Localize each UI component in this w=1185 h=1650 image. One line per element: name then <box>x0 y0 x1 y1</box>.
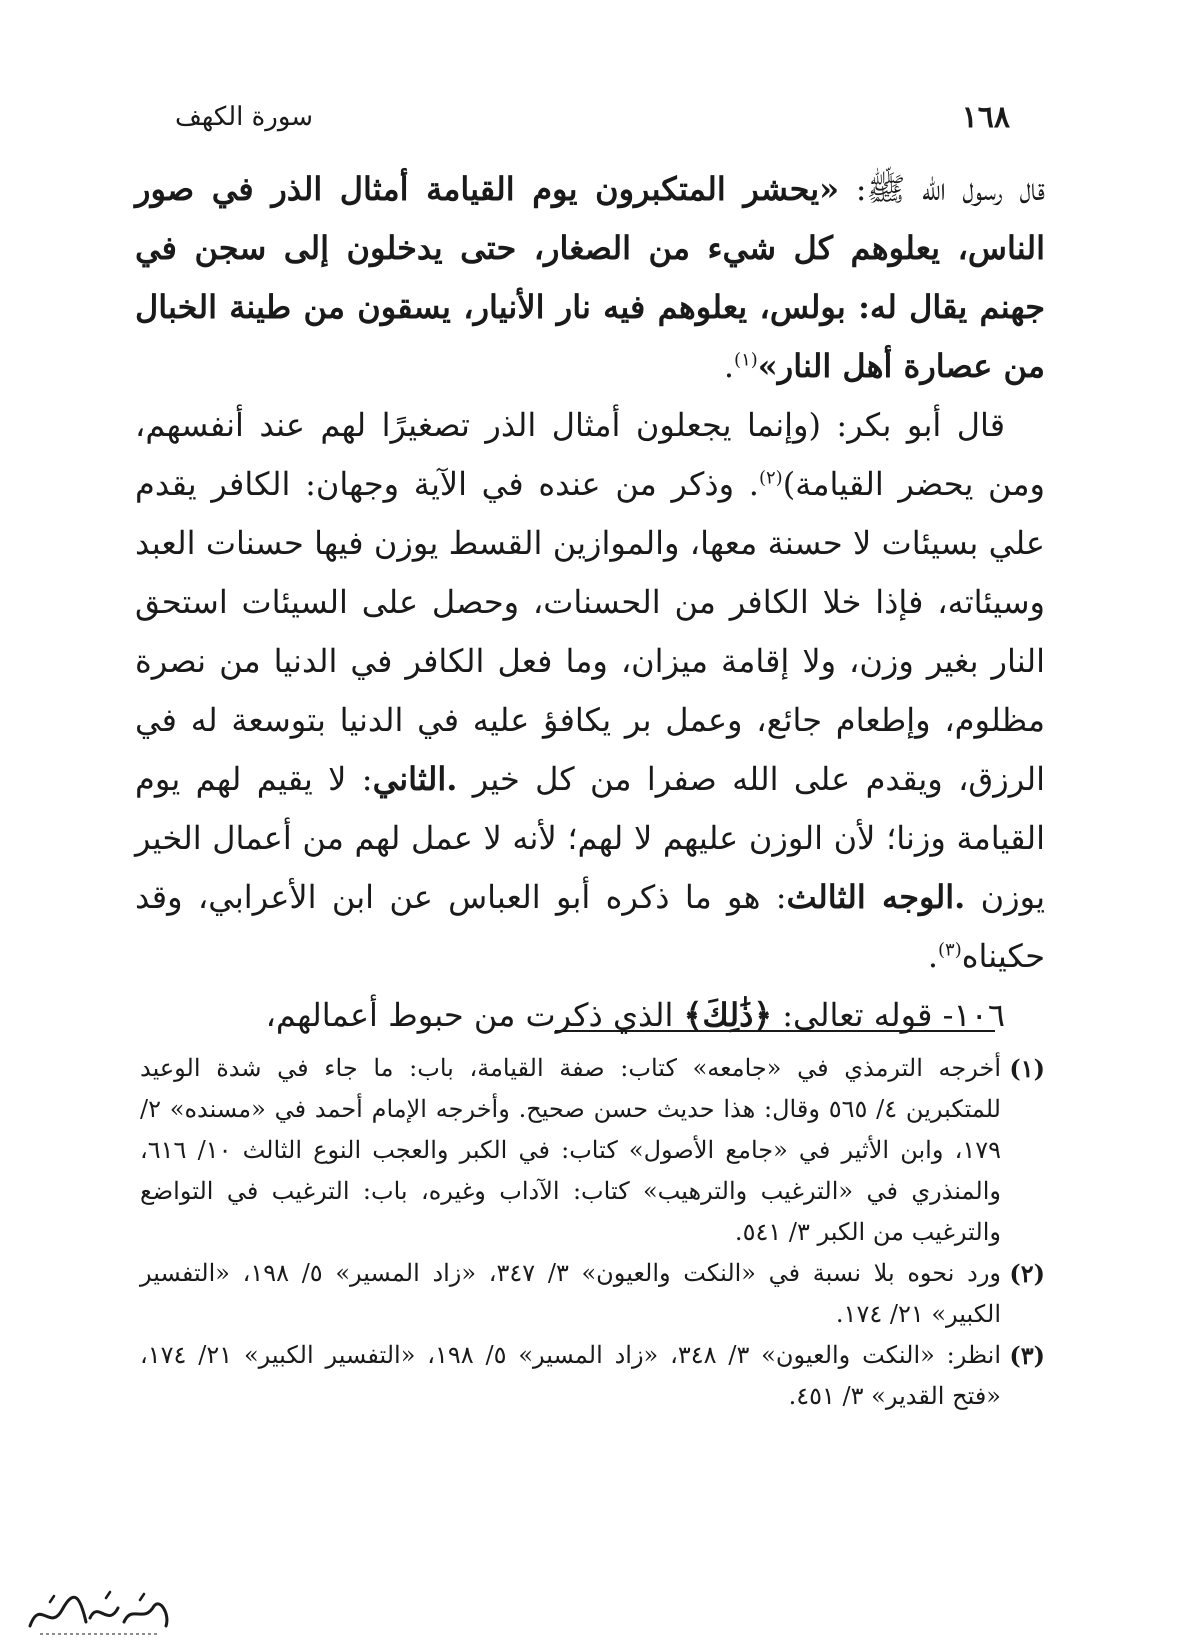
second-view-label: .الثاني <box>372 760 458 798</box>
commentary-text-2: . وذكر من عنده في الآية وجهان: الكافر يقدم علي بسيئات لا حسنة معها، والموازين القسط يوزن فيها حسنات العبد وسيئاته، فإذا خلا الكافر من الحسنات، وحصل على السيئات استحق النار بغير وزن، ولا إقامة ميزان، وما فعل الكافر في الدنيا من نصرة مظلوم، وإطعام جائع، وعمل بر يكافؤ عليه في الدنيا بتوسعة له في الرزق، ويقدم على الله صفرا من كل خير <box>135 465 1046 798</box>
footnote-text: أخرجه الترمذي في «جامعه» كتاب: صفة القيامة، باب: ما جاء في شدة الوعيد للمتكبرين ٤/ ٥٦٥ وقال: هذا حديث حسن صحيح. وأخرجه الإمام أحمد في «مسنده» ٢/ ١٧٩، وابن الأثير في «جامع الأصول» كتاب: في الكبر والعجب النوع الثالث ١٠/ ٦١٦، والمنذري في «الترغيب والترهيب» كتاب: الآداب وغيره، باب: الترغيب في التواضع والترغيب من الكبر ٣/ ٥٤١. <box>140 1054 1001 1246</box>
footnote-number: (١) <box>1009 1054 1045 1083</box>
footnote-text: انظر: «النكت والعيون» ٣/ ٣٤٨، «زاد المسير» ٥/ ١٩٨، «التفسير الكبير» ٢١/ ١٧٤، «فتح القدير» ٣/ ٤٥١. <box>140 1341 1002 1410</box>
body-text <box>135 160 1045 1045</box>
footnote-ref-1[interactable]: (١) <box>734 349 758 371</box>
paragraph-commentary <box>135 396 1045 986</box>
quran-quote: ﴿ذَٰلِكَ﴾ <box>683 996 773 1034</box>
hadith-intro: قال رسول الله ﷺ: <box>839 170 1046 208</box>
commentary-text-1: قال أبو بكر: (وإنما يجعلون أمثال الذر تصغيرًا لهم عند أنفسهم، ومن يحضر القيامة) <box>135 406 1046 503</box>
footnotes <box>140 1048 1045 1417</box>
paragraph-hadith <box>135 160 1045 396</box>
commentary-text-3: : لا يقيم لهم يوم القيامة وزنا؛ لأن الوزن عليهم لا لهم؛ لأنه لا عمل لهم من أعمال الخير يوزن <box>135 760 1046 916</box>
footnote-ref-2[interactable]: (٢) <box>758 467 783 489</box>
third-view-label: .الوجه الثالث <box>786 878 966 916</box>
footnote-number: (٣) <box>1009 1341 1045 1370</box>
hadith-text: «يحشر المتكبرون يوم القيامة أمثال الذر في صور الناس، يعلوهم كل شيء من الصغار، حتى يدخلون إلى سجن في جهنم يقال له: بولس، يعلوهم فيه نار الأنيار، يسقون من طينة الخبال من عصارة أهل النار» <box>135 170 1046 385</box>
publisher-seal-icon <box>20 1588 180 1640</box>
footnote-number: (٢) <box>1009 1259 1045 1288</box>
hadith-end: . <box>723 347 735 385</box>
footnote-3 <box>140 1335 1045 1417</box>
surah-name: سورة الكهف <box>175 102 314 132</box>
page-number: ١٦٨ <box>961 99 1010 135</box>
footnote-1 <box>140 1048 1045 1253</box>
footnote-ref-3[interactable]: (٣) <box>937 939 962 961</box>
verse-intro: قوله تعالى: <box>772 996 933 1034</box>
footnote-2 <box>140 1253 1045 1335</box>
commentary-text-4: : هو ما ذكره أبو العباس عن ابن الأعرابي، وقد حكيناه <box>135 878 1045 975</box>
footnote-text: ورد نحوه بلا نسبة في «النكت والعيون» ٣/ ٣٤٧، «زاد المسير» ٥/ ١٩٨، «التفسير الكبير» ٢١/ ١٧٤. <box>140 1259 1002 1328</box>
commentary-end: . <box>927 937 938 975</box>
footnote-divider <box>555 1030 995 1032</box>
verse-number: ١٠٦- <box>932 996 1005 1034</box>
page-header <box>175 92 1010 142</box>
verse-commentary: الذي ذكرت من حبوط أعمالهم، <box>265 996 684 1034</box>
paragraph-verse-106 <box>135 986 1045 1045</box>
